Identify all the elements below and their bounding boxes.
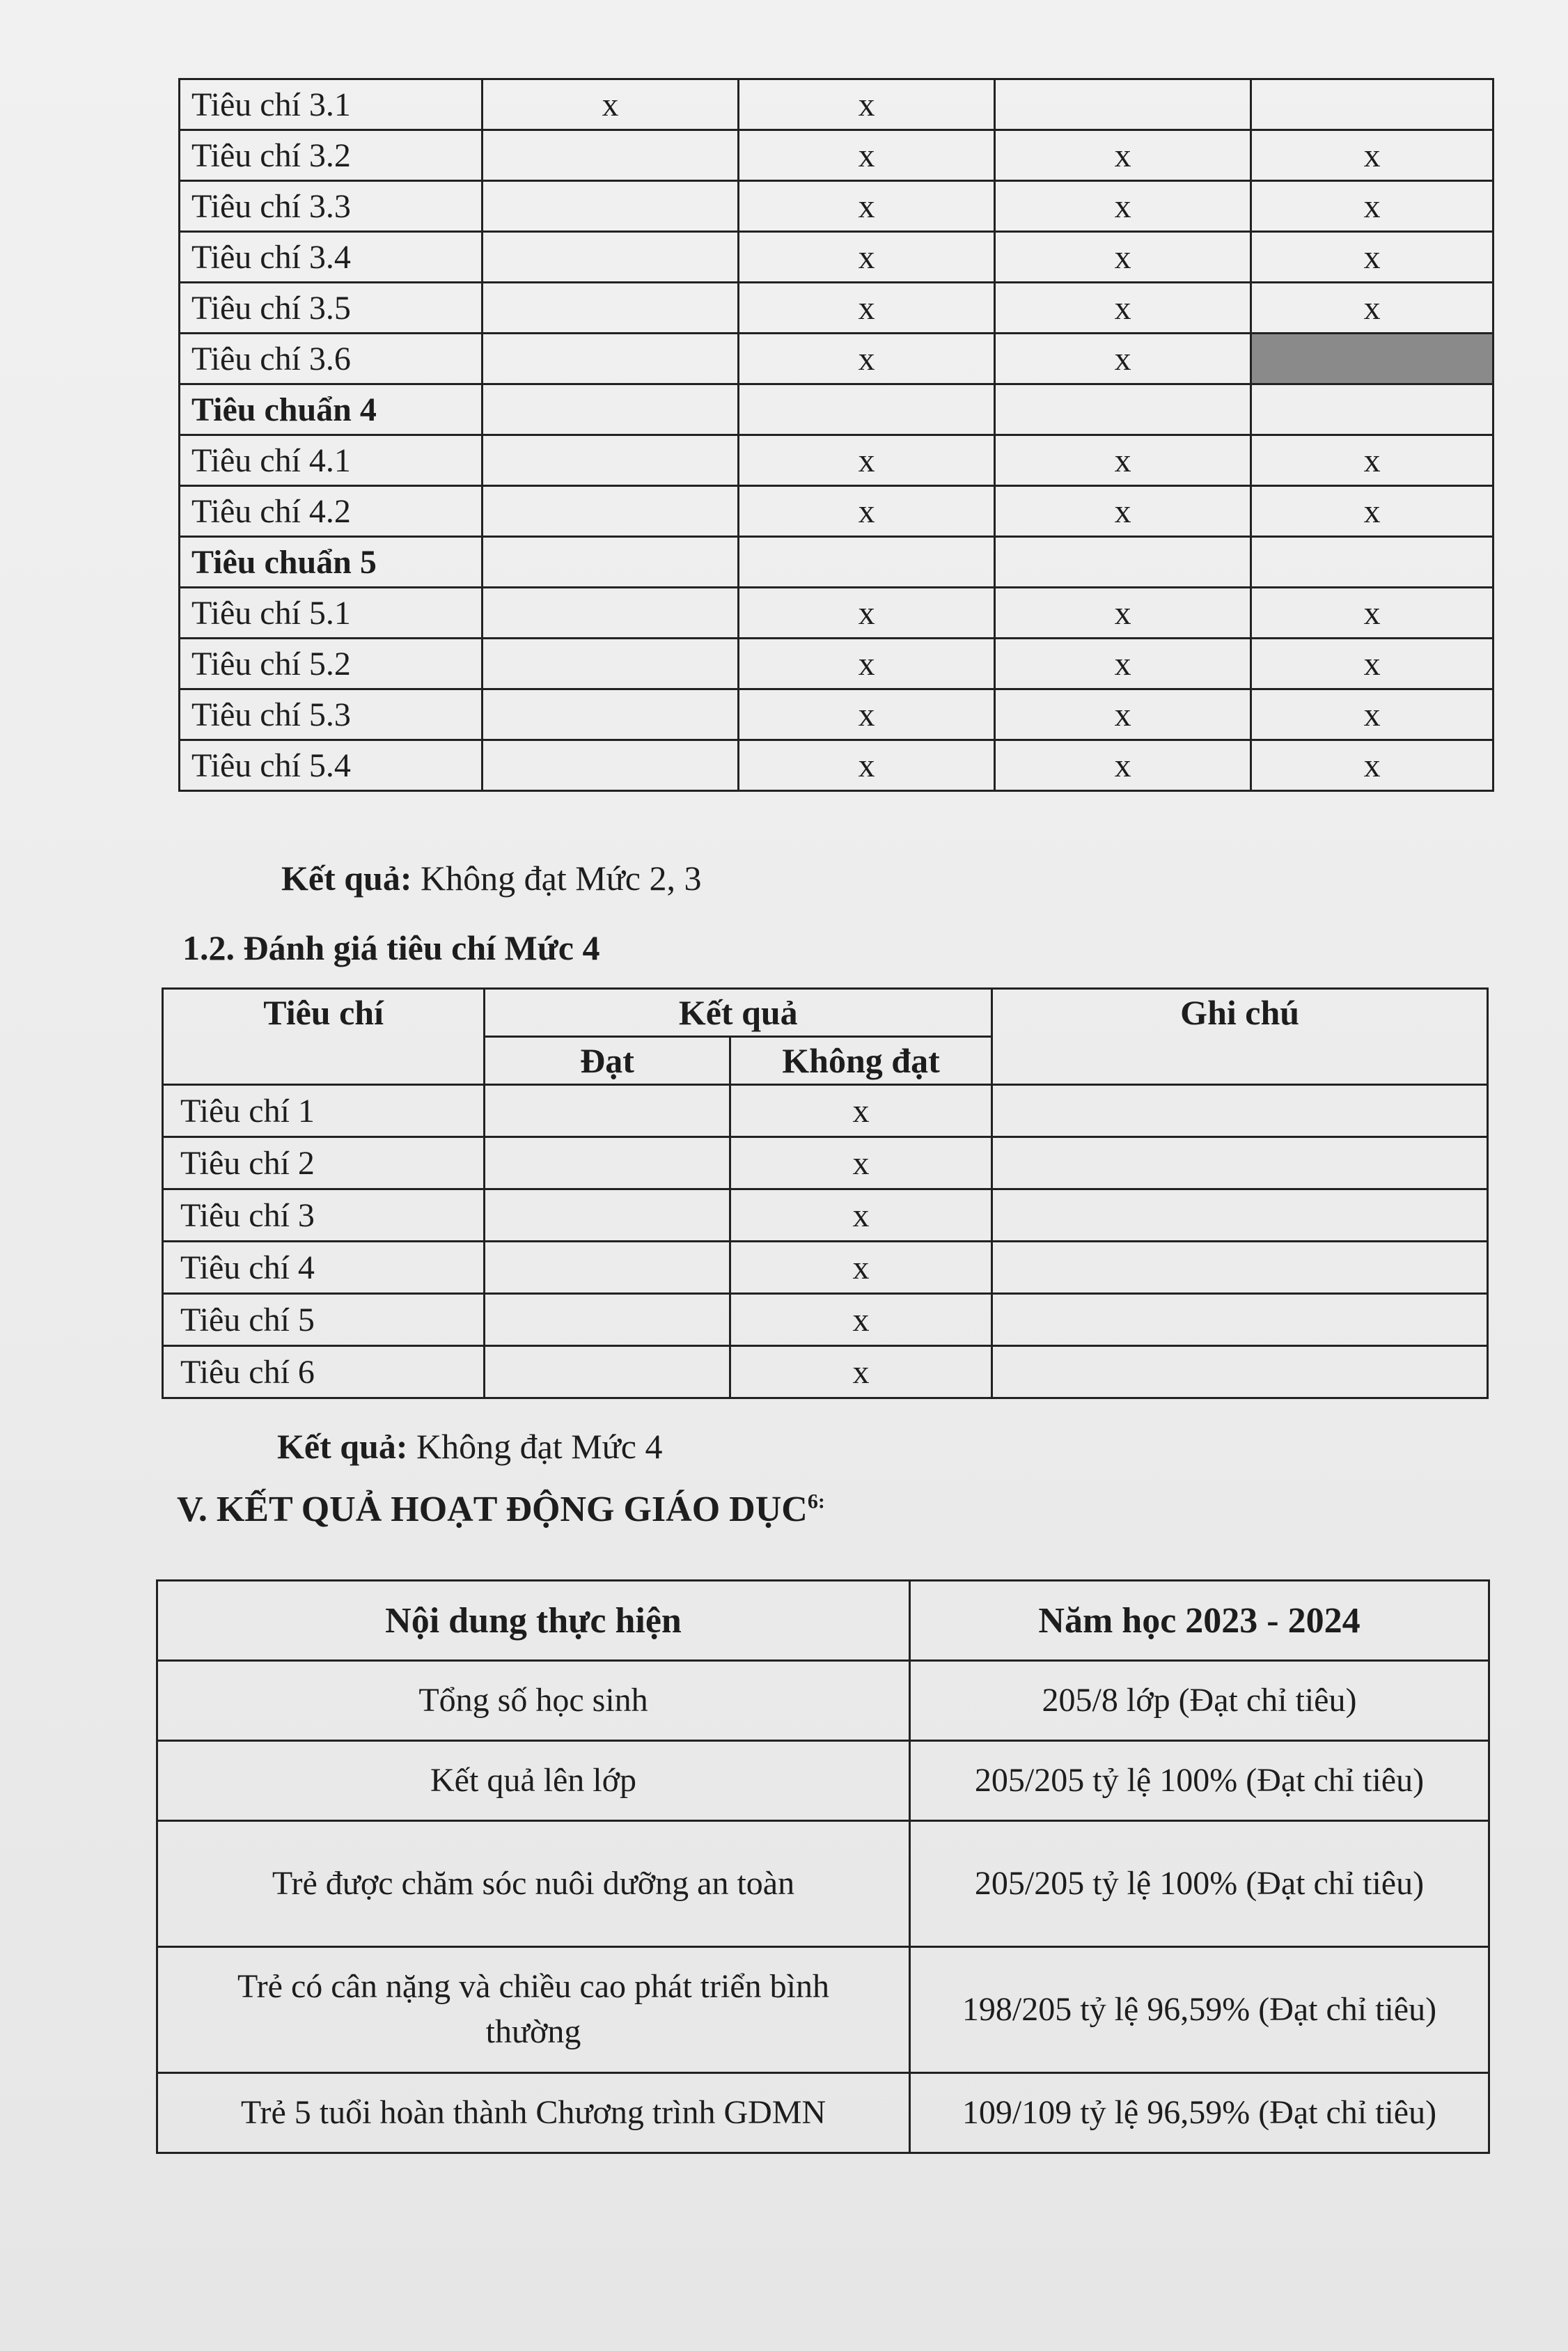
- criteria-label: Tiêu chí 1: [163, 1085, 485, 1137]
- result-value: Không đạt Mức 4: [416, 1427, 663, 1466]
- value-cell: 205/205 tỷ lệ 100% (Đạt chỉ tiêu): [910, 1821, 1489, 1947]
- standard-label: Tiêu chuẩn 5: [180, 537, 483, 588]
- table-row: [157, 1661, 1489, 1741]
- mark-cell: x: [1251, 181, 1493, 232]
- mark-cell: x: [739, 639, 995, 689]
- mark-cell: x: [739, 283, 995, 334]
- criteria-label: Tiêu chí 3.6: [180, 334, 483, 384]
- criteria-label: Tiêu chí 4: [163, 1242, 485, 1294]
- mark-cell: [739, 384, 995, 435]
- value-cell: 198/205 tỷ lệ 96,59% (Đạt chỉ tiêu): [910, 1947, 1489, 2073]
- mark-cell: [482, 588, 738, 639]
- section-5-title: [177, 1489, 825, 1530]
- pass-cell: [485, 1189, 730, 1242]
- table-row: [163, 1137, 1488, 1189]
- mark-cell: [482, 130, 738, 181]
- mark-cell: x: [995, 740, 1251, 791]
- mark-cell: [482, 232, 738, 283]
- criteria-table-level-4: [162, 987, 1489, 1399]
- pass-cell: [485, 1137, 730, 1189]
- table-row: [157, 1947, 1489, 2073]
- mark-cell: x: [995, 130, 1251, 181]
- table-row: [163, 1085, 1488, 1137]
- mark-cell: [482, 740, 738, 791]
- table-row: [180, 181, 1493, 232]
- header-pass: Đạt: [485, 1037, 730, 1085]
- table-row: [180, 486, 1493, 537]
- criteria-label: Tiêu chí 4.2: [180, 486, 483, 537]
- mark-cell: x: [1251, 232, 1493, 283]
- mark-cell: x: [995, 334, 1251, 384]
- standard-label: Tiêu chuẩn 4: [180, 384, 483, 435]
- table-row: [180, 334, 1493, 384]
- table-row: [157, 2073, 1489, 2153]
- table-row: [157, 1741, 1489, 1821]
- content-cell: Kết quả lên lớp: [157, 1741, 910, 1821]
- note-cell: [992, 1242, 1488, 1294]
- fail-cell: x: [730, 1085, 992, 1137]
- criteria-label: Tiêu chí 3: [163, 1189, 485, 1242]
- note-cell: [992, 1189, 1488, 1242]
- note-cell: [992, 1085, 1488, 1137]
- footnote-marker: 6:: [807, 1490, 825, 1513]
- table-row: [180, 79, 1493, 130]
- criteria-label: Tiêu chí 3.4: [180, 232, 483, 283]
- criteria-table-level-2-3: [178, 78, 1494, 792]
- note-cell: [992, 1137, 1488, 1189]
- mark-cell: x: [995, 435, 1251, 486]
- table-row: [180, 384, 1493, 435]
- mark-cell: [1251, 79, 1493, 130]
- criteria-label: Tiêu chí 5.2: [180, 639, 483, 689]
- fail-cell: x: [730, 1189, 992, 1242]
- mark-cell: x: [739, 181, 995, 232]
- table-row: [180, 689, 1493, 740]
- pass-cell: [485, 1242, 730, 1294]
- mark-cell: x: [995, 486, 1251, 537]
- pass-cell: [485, 1085, 730, 1137]
- criteria-label: Tiêu chí 3.5: [180, 283, 483, 334]
- header-fail: Không đạt: [730, 1037, 992, 1085]
- mark-cell: [995, 537, 1251, 588]
- criteria-label: Tiêu chí 3.2: [180, 130, 483, 181]
- header-content: Nội dung thực hiện: [157, 1581, 910, 1661]
- mark-cell: x: [739, 232, 995, 283]
- mark-cell: x: [1251, 283, 1493, 334]
- content-cell: Trẻ 5 tuổi hoàn thành Chương trình GDMN: [157, 2073, 910, 2153]
- section-1-2-title: 1.2. Đánh giá tiêu chí Mức 4: [182, 928, 600, 967]
- mark-cell: [482, 384, 738, 435]
- table-row: [180, 232, 1493, 283]
- value-cell: 205/8 lớp (Đạt chỉ tiêu): [910, 1661, 1489, 1741]
- mark-cell: x: [1251, 435, 1493, 486]
- pass-cell: [485, 1294, 730, 1346]
- mark-cell: [482, 435, 738, 486]
- mark-cell: [995, 384, 1251, 435]
- header-note: Ghi chú: [992, 989, 1488, 1085]
- table-row: [180, 740, 1493, 791]
- header-criteria: Tiêu chí: [163, 989, 485, 1085]
- fail-cell: x: [730, 1294, 992, 1346]
- criteria-label: Tiêu chí 5.1: [180, 588, 483, 639]
- mark-cell: [482, 486, 738, 537]
- table-row: [163, 1346, 1488, 1398]
- criteria-label: Tiêu chí 5.3: [180, 689, 483, 740]
- mark-cell: x: [1251, 588, 1493, 639]
- mark-cell: [995, 79, 1251, 130]
- result-label: Kết quả:: [277, 1427, 408, 1466]
- mark-cell: x: [995, 283, 1251, 334]
- value-cell: 205/205 tỷ lệ 100% (Đạt chỉ tiêu): [910, 1741, 1489, 1821]
- mark-cell: x: [995, 689, 1251, 740]
- table-row: [180, 537, 1493, 588]
- table-row: [180, 639, 1493, 689]
- header-year: Năm học 2023 - 2024: [910, 1581, 1489, 1661]
- header-result: Kết quả: [485, 989, 992, 1037]
- fail-cell: x: [730, 1242, 992, 1294]
- mark-cell: [482, 537, 738, 588]
- mark-cell: x: [739, 130, 995, 181]
- mark-cell: x: [739, 435, 995, 486]
- criteria-label: Tiêu chí 3.1: [180, 79, 483, 130]
- fail-cell: x: [730, 1137, 992, 1189]
- mark-cell: x: [739, 486, 995, 537]
- mark-cell: x: [995, 639, 1251, 689]
- note-cell: [992, 1346, 1488, 1398]
- mark-cell: x: [739, 740, 995, 791]
- note-cell: [992, 1294, 1488, 1346]
- mark-cell: [1251, 537, 1493, 588]
- shaded-cell: [1251, 334, 1493, 384]
- table-row: [180, 130, 1493, 181]
- criteria-label: Tiêu chí 3.3: [180, 181, 483, 232]
- content-cell: Trẻ có cân nặng và chiều cao phát triển bình thường: [157, 1947, 910, 2073]
- section-5-title-text: V. KẾT QUẢ HOẠT ĐỘNG GIÁO DỤC: [177, 1490, 808, 1529]
- mark-cell: x: [995, 181, 1251, 232]
- mark-cell: x: [482, 79, 738, 130]
- mark-cell: x: [995, 588, 1251, 639]
- table-row: [157, 1821, 1489, 1947]
- mark-cell: [482, 689, 738, 740]
- result-level-2-3: [281, 858, 701, 898]
- criteria-label: Tiêu chí 5.4: [180, 740, 483, 791]
- mark-cell: x: [739, 588, 995, 639]
- fail-cell: x: [730, 1346, 992, 1398]
- table-row: [163, 1294, 1488, 1346]
- criteria-label: Tiêu chí 2: [163, 1137, 485, 1189]
- table-row: [163, 1189, 1488, 1242]
- table-row: [163, 1242, 1488, 1294]
- criteria-label: Tiêu chí 4.1: [180, 435, 483, 486]
- mark-cell: x: [739, 334, 995, 384]
- mark-cell: [482, 334, 738, 384]
- result-level-4: [277, 1426, 662, 1467]
- criteria-label: Tiêu chí 5: [163, 1294, 485, 1346]
- table-row: [180, 283, 1493, 334]
- mark-cell: x: [1251, 689, 1493, 740]
- result-value: Không đạt Mức 2, 3: [421, 859, 702, 898]
- table-row: [180, 588, 1493, 639]
- table-header-row: [157, 1581, 1489, 1661]
- mark-cell: x: [1251, 740, 1493, 791]
- criteria-label: Tiêu chí 6: [163, 1346, 485, 1398]
- value-cell: 109/109 tỷ lệ 96,59% (Đạt chỉ tiêu): [910, 2073, 1489, 2153]
- mark-cell: x: [739, 689, 995, 740]
- mark-cell: [482, 639, 738, 689]
- result-label: Kết quả:: [281, 859, 412, 898]
- content-cell: Trẻ được chăm sóc nuôi dưỡng an toàn: [157, 1821, 910, 1947]
- mark-cell: [1251, 384, 1493, 435]
- mark-cell: [739, 537, 995, 588]
- mark-cell: x: [995, 232, 1251, 283]
- pass-cell: [485, 1346, 730, 1398]
- mark-cell: x: [1251, 486, 1493, 537]
- mark-cell: x: [1251, 130, 1493, 181]
- education-results-table: [156, 1579, 1490, 2154]
- mark-cell: x: [1251, 639, 1493, 689]
- content-cell: Tổng số học sinh: [157, 1661, 910, 1741]
- mark-cell: [482, 283, 738, 334]
- table-row: [180, 435, 1493, 486]
- mark-cell: x: [739, 79, 995, 130]
- table-header-row: [163, 989, 1488, 1037]
- mark-cell: [482, 181, 738, 232]
